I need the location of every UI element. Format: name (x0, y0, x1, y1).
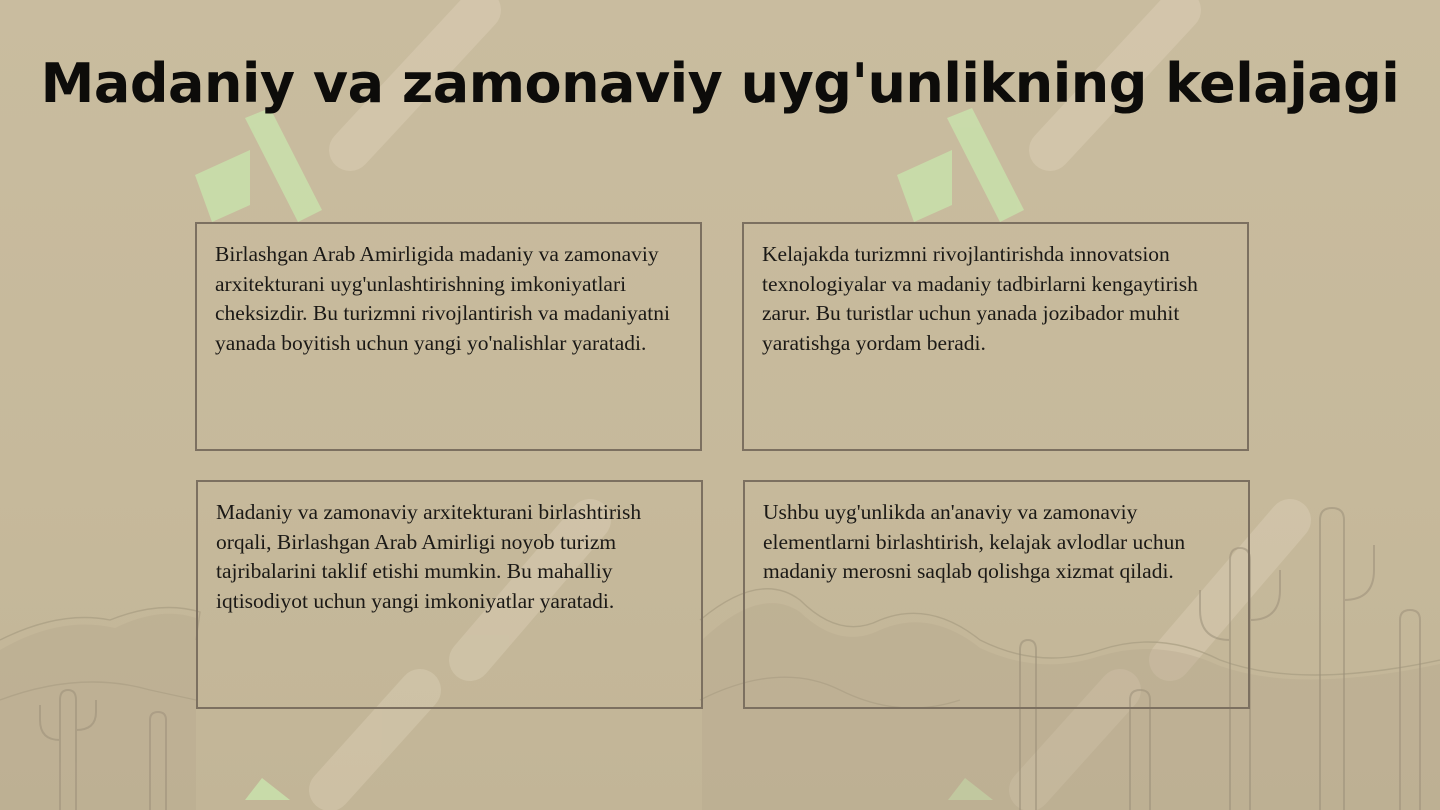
text-card-4: Ushbu uyg'unlikda an'anaviy va zamonaviy elementlarni birlashtirish, kelajak avlodlar uchun madaniy merosni saqlab qolishga xizmat qiladi. (743, 480, 1250, 709)
text-card-1: Birlashgan Arab Amirligida madaniy va zamonaviy arxitekturani uyg'unlashtirishning imkoniyatlari cheksizdir. Bu turizmni rivojlantirish va madaniyatni yanada boyitish uchun yangi yo'nalishlar yaratadi. (195, 222, 702, 451)
text-card-3: Madaniy va zamonaviy arxitekturani birlashtirish orqali, Birlashgan Arab Amirligi noyob turizm tajribalarini taklif etishi mumkin. Bu mahalliy iqtisodiyot uchun yangi imkoniyatlar yaratadi. (196, 480, 703, 709)
text-card-2: Kelajakda turizmni rivojlantirishda innovatsion texnologiyalar va madaniy tadbirlarni kengaytirish zarur. Bu turistlar uchun yanada jozibador muhit yaratishga yordam beradi. (742, 222, 1249, 451)
slide-title: Madaniy va zamonaviy uyg'unlikning kelajagi (40, 52, 1400, 115)
